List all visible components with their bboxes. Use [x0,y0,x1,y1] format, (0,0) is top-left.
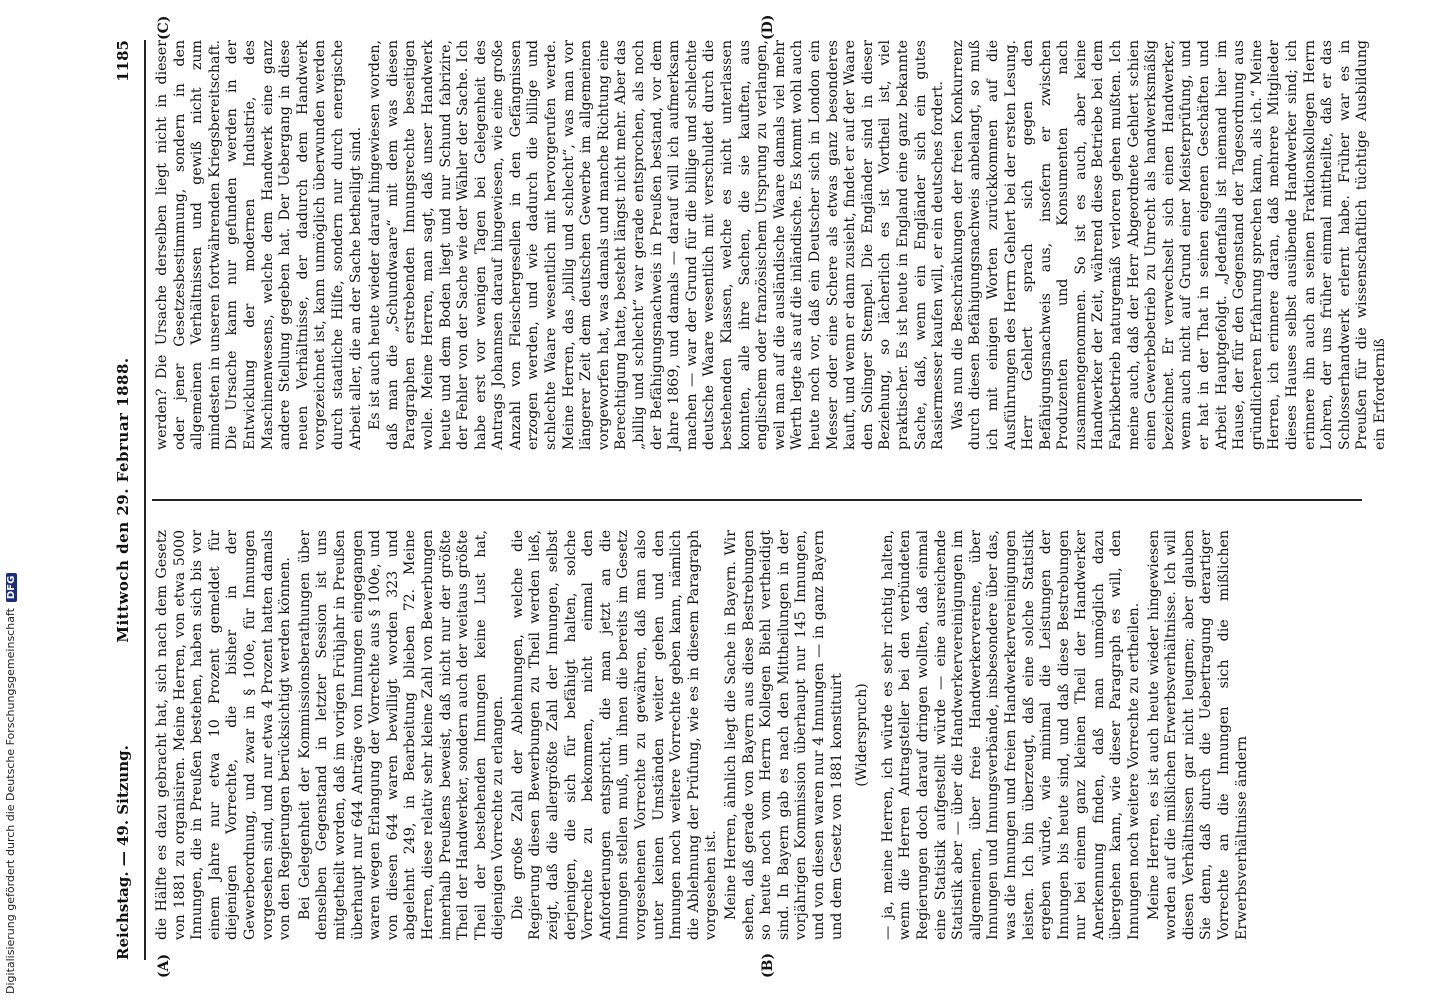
paragraph: die Hälfte es dazu gebracht hat, sich nach dem Gesetz von 1881 zu organisiren. Meine Herren, von etwa 5000 Innungen, die in Preußen bestehen, haben sich bis vor einem Jahre nur etwa 10 Prozent gemeldet für diejenigen Vorrechte, die bisher in der Gewerbeordnung, und zwar in § 100e, für Innungen vorgesehen sind, und nur etwa 4 Prozent hatten damals von den Regierungen berücksichtigt werden können. [154,530,294,940]
rotated-page-content [100,0,1388,1000]
margin-mark-b: (B) [760,952,776,978]
page-number: 1185 [114,40,132,82]
header-session: Reichstag. — 49. Sitzung. [114,745,132,960]
paragraph: Meine Herren, ähnlich liegt die Sache in Bayern. Wir sehen, daß gerade von Bayern aus diese Bestrebungen so heute noch vom Herrn Kollegen Biehl vertheidigt sind. In Bayern gab es nach den Mittheilungen in der vorjährigen Kommission überhaupt nur 145 Innungen, und von diesen waren nur 4 Innungen — in ganz Bayern und dem Gesetz von 1881 konstituirt [723,530,845,940]
paragraph: — ja, meine Herren, ich würde es sehr richtig halten, wenn die Herren Antragsteller bei den verbündeten Regierungen doch darauf dringen wollten, daß einmal eine Statistik aufgestellt würde — eine ausreichende Statistik aber — über die Handwerkervereinigungen im allgemeinen, über freie Handwerkervereine, über Innungen und Innungsverbände, insbesondere über das, was die Innungen und freien Handwerkervereinigungen leisten. Ich bin überzeugt, daß eine solche Statistik ergeben würde, wie minimal die Leistungen der Innungen bis heute sind, und daß diese Bestrebungen nur bei einem ganz kleinen Theil der Handwerker Anerkennung finden, daß man unmöglich dazu übergehen kann, wie dieser Paragraph es will, den Innungen noch weitere Vorrechte zu ertheilen. [879,530,1143,940]
margin-mark-a: (A) [156,953,172,978]
digitization-credit [4,573,17,994]
interjection: (Widerspruch) [854,683,871,787]
paragraph: werden? Die Ursache derselben liegt nicht in dieser oder jener Gesetzesbestimmung, sondern in den allgemeinen Verhältnissen und gewiß nicht zum mindesten in unseren fortwährenden Kriegsbereitschaft. Die Ursache kann nur gefunden werden in der Entwicklung der modernen Industrie, des Maschinenwesens, welche dem Handwerk eine ganz andere Stellung gegeben hat. Der Uebergang in diese neuen Verhältnisse, der dadurch dem Handwerk vorgezeichnet ist, kann unmöglich überwunden werden durch staatliche Hilfe, sondern nur durch energische Arbeit aller, die an der Sache betheiligt sind. [154,40,364,450]
paragraph: Was nun die Beschränkungen der freien Konkurrenz durch diesen Befähigungsnachweis anbelangt, so muß ich mit einigen Worten zurückkommen auf die Ausführungen des Herrn Gehlert bei der ersten Lesung. Herr Gehlert sprach sich gegen den Befähigungsnachweis aus, insofern er zwischen Produzenten und Konsumenten nach zusammengenommen. So ist es auch, aber keine Handwerker der Zeit, während diese Betriebe bei dem Fabrikbetrieb naturgemäß verloren gehen mußten. Ich meine auch, daß der Herr Abgeordnete Gehlert schien einen Gewerbebetrieb zu Unrecht als handwerksmäßig bezeichnet. Er verwechselt sich einen Handwerker, wenn auch nicht auf Grund einer Meisterprüfung, und er hat in der That in seinen eigenen Geschäften und Arbeit Hauptgefolgt. „Jedenfalls ist niemand hier im Hause, der für den Gegenstand der Tagesordnung aus gründlicheren Erfahrung sprechen kann, als ich.“ Meine Herren, ich erinnere daran, daß mehrere Mitglieder dieses Hauses selbst ausübende Handwerker sind; ich erinnere ihn auch an seinen Fraktionskollegen Herrn Lohren, der uns früher einmal mittheilte, daß er das Schlosserhandwerk erlernt habe. Früher war es in Preußen für die wissenschaftlich tüchtige Ausbildung ein Erforderniß [949,40,1388,450]
running-header [114,40,144,960]
paragraph: Bei Gelegenheit der Kommissionsberathungen über denselben Gegenstand in letzter Session ist uns mitgetheilt worden, daß im vorigen Frühjahr in Preußen überhaupt nur 644 Anträge von Innungen eingegangen waren wegen Erlangung der Vorrechte aus § 100e, und von diesen 644 waren bewilligt worden 323 und abgelehnt 249, in Bearbeitung blieben 72. Meine Herren, diese relativ sehr kleine Zahl von Bewerbungen innerhalb Preußens beweist, daß nicht nur der größte Theil der Handwerker, sondern auch der weitaus größte Theil der bestehenden Innungen keine Lust hat, diejenigen Vorrechte zu erlangen. [296,530,507,940]
right-column [154,40,1392,450]
header-date: Mittwoch den 29. Februar 1888. [114,357,132,643]
paragraph: Es ist auch heute wieder darauf hingewiesen worden, daß man die „Schundwaare“ mit dem was diesen Paragraphen erstrebenden Innungsrechte beseitigen wolle. Meine Herren, man sagt, daß unser Handwerk heute und dem Boden liegt und nur Schund fabrizire, der Fehler von der Sache wie der Wähler der Sache. Ich habe erst vor wenigen Tagen bei Gelegenheit des Antrags Johannsen darauf hingewiesen, wie eine große Anzahl von Fleischergesellen in den Gefängnissen erzogen werden, und wie dadurch die billige und schlechte Waare wesentlich mit hervorgerufen werde. Meine Herren, das „billig und schlecht“, was man vor längerer Zeit dem deutschen Gewerbe im allgemeinen vorgeworfen hat, was damals und manche Richtung eine Berechtigung hatte, besteht längst nicht mehr. Aber das „billig und schlecht“ war gerade entsprochen, als noch der Befähigungsnachweis in Preußen bestand, vor dem Jahre 1869, und damals — darauf will ich aufmerksam machen — war der Grund für die billige und schlechte deutsche Waare wesentlich mit verschuldet durch die bestehenden Klassen, welche es nicht unterlassen konnten, alle ihre Sachen, die sie kauften, aus englischem oder französischem Ursprung zu verlangen, weil man auf die ausländische Waare damals viel mehr Werth legte als auf die inländische. Es kommt wohl auch heute noch vor, daß ein Deutscher sich in London ein Messer oder eine Schere als etwas ganz besonderes kauft, und wenn er dann zusieht, findet er auf der Waare den Solinger Stempel. Die Engländer sind in dieser Beziehung, so lächerlich es ist Vortheil ist, viel praktischer. Es ist heute in England eine ganz bekannte Sache, daß, wenn ein Engländer sich ein gutes Rasiermesser kaufen will, er ein deutsches fordert. [367,40,947,450]
margin-mark-d: (D) [760,14,776,40]
column-divider [152,499,1362,501]
header-rule [144,40,146,960]
margin-mark-c: (C) [156,15,172,40]
dfg-logo: DFG [6,573,17,602]
paragraph: Die große Zahl der Ablehnungen, welche die Regierung diesen Bewerbungen zu Theil werden ließ, zeigt, daß die allergrößte Zahl der Innungen, selbst derjenigen, die sich für befähigt halten, solche Vorrechte zu bekommen, nicht einmal den Anforderungen entspricht, die man jetzt an die Innungen stellen muß, um ihnen die bereits im Gesetz vorgesehenen Vorrechte zu gewähren, daß man also unter keinen Umständen weiter gehen und den Innungen noch weitere Vorrechte geben kann, nämlich die Ablehnung der Prüfung, wie es in diesem Paragraph vorgesehen ist. [509,530,720,940]
left-column [154,530,1253,940]
digitization-credit-text: Digitalisierung gefördert durch die Deutsche Forschungsgemeinschaft [4,608,17,994]
paragraph: Meine Herren, es ist auch heute wieder hingewiesen worden auf die mißlichen Erwerbsverhältnisse. Ich will diesen Verhältnissen gar nicht leugnen; aber glauben Sie denn, daß durch die Uebertragung derartiger Vorrechte an die Innungen sich die mißlichen Erwerbsverhältnisse ändern [1145,530,1250,940]
